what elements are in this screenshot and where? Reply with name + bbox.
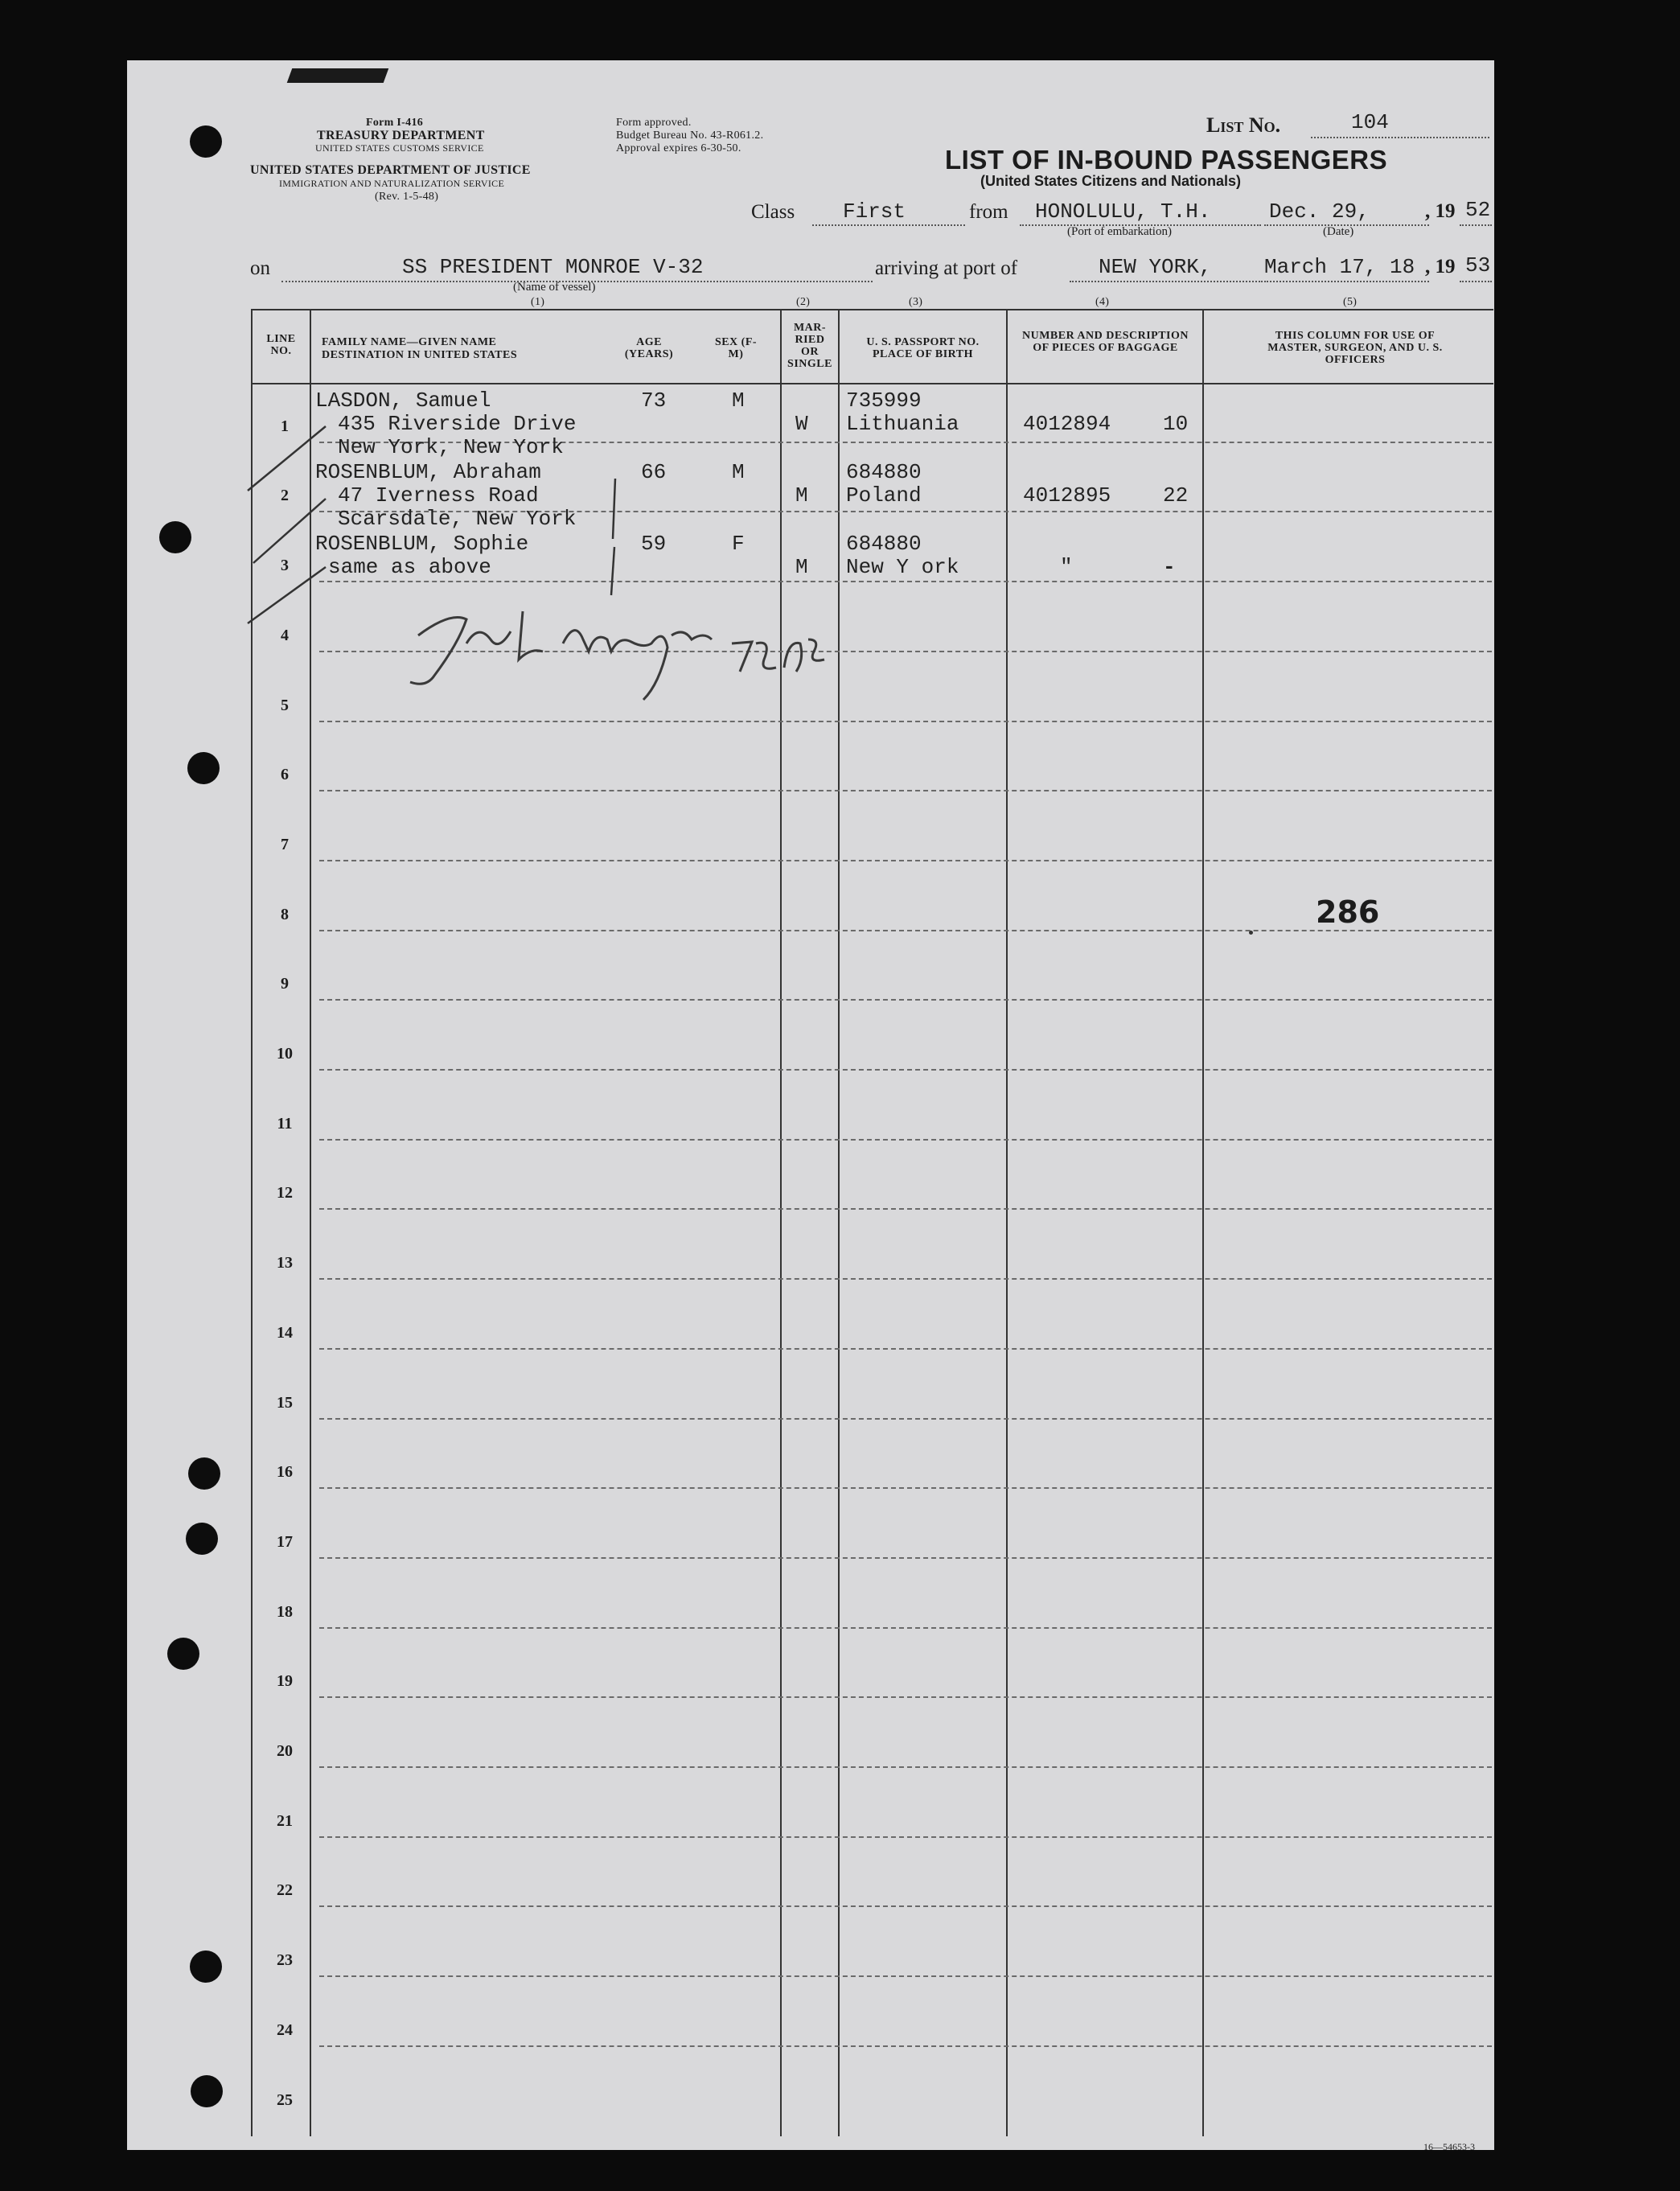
table-row-line <box>319 1766 1492 1768</box>
header-married: MAR-RIED OR SINGLE <box>787 322 832 370</box>
line-number: 8 <box>281 906 289 923</box>
header-baggage: NUMBER AND DESCRIPTION OF PIECES OF BAGGAGE <box>1021 330 1189 354</box>
line-number: 2 <box>281 487 289 504</box>
table-row-line <box>319 1836 1492 1838</box>
punch-hole <box>191 2075 223 2107</box>
line-number: 25 <box>277 2091 293 2109</box>
col-num-4: (4) <box>1095 296 1110 308</box>
line-number: 24 <box>277 2021 293 2039</box>
table-row-line <box>319 1139 1492 1141</box>
table-row-line <box>319 1069 1492 1071</box>
col-rule-passport <box>838 309 840 2136</box>
line-number: 7 <box>281 836 289 853</box>
line-number: 12 <box>277 1184 293 1202</box>
header-destination: DESTINATION IN UNITED STATES <box>322 349 518 361</box>
passenger-address: 435 Riverside Drive <box>338 412 577 436</box>
col-rule-officers <box>1202 309 1204 2136</box>
scan-mark <box>287 68 389 83</box>
col-num-2: (2) <box>796 296 811 308</box>
approval-expires: Approval expires 6-30-50. <box>616 142 741 154</box>
form-number: Form I-416 <box>366 117 424 129</box>
table-row-line <box>319 1278 1492 1280</box>
line-number: 18 <box>277 1603 293 1621</box>
passenger-birthplace: Poland <box>846 483 922 508</box>
line-number: 4 <box>281 627 289 644</box>
department-of-justice: UNITED STATES DEPARTMENT OF JUSTICE <box>250 163 531 177</box>
table-row-line <box>319 1696 1492 1698</box>
table-top-rule <box>251 309 1493 310</box>
header-name: FAMILY NAME—GIVEN NAME <box>322 336 497 348</box>
baggage-pieces: - <box>1163 555 1176 579</box>
table-row-line <box>319 2045 1492 2047</box>
col-num-3: (3) <box>909 296 923 308</box>
passenger-name: LASDON, Samuel <box>315 388 491 413</box>
line-number: 11 <box>277 1115 293 1132</box>
passenger-birthplace: Lithuania <box>846 412 959 436</box>
baggage-number: " <box>1060 555 1073 579</box>
punch-hole <box>167 1638 199 1670</box>
list-no-label: List No. <box>1206 113 1281 137</box>
line-number: 3 <box>281 557 289 574</box>
revision: (Rev. 1-5-48) <box>375 191 439 203</box>
passenger-marital: M <box>795 555 808 579</box>
passenger-birthplace: New Y ork <box>846 555 959 579</box>
punch-hole <box>159 521 191 553</box>
passenger-age: 59 <box>641 532 667 556</box>
embark-date: Dec. 29, <box>1269 199 1370 224</box>
arrival-port: NEW YORK, <box>1099 255 1212 279</box>
punch-hole <box>190 1951 222 1983</box>
stamp-dot <box>1249 931 1253 935</box>
table-row-line <box>319 790 1492 791</box>
line-number: 15 <box>277 1394 293 1412</box>
on-label: on <box>250 257 270 279</box>
line-number: 13 <box>277 1254 293 1272</box>
punch-hole <box>186 1523 218 1555</box>
header-officers: THIS COLUMN FOR USE OF MASTER, SURGEON, AND U. S. OFFICERS <box>1267 330 1443 366</box>
header-passport: U. S. PASSPORT NO. PLACE OF BIRTH <box>866 336 980 360</box>
embark-caption: (Port of embarkation) <box>1067 225 1172 238</box>
embark-year: 52 <box>1465 198 1491 222</box>
passenger-passport: 735999 <box>846 388 922 413</box>
line-number: 21 <box>277 1812 293 1830</box>
customs-service: UNITED STATES CUSTOMS SERVICE <box>315 142 484 154</box>
passenger-address: same as above <box>328 555 491 579</box>
arrival-date: March 17, 18 <box>1264 255 1415 279</box>
passenger-name: ROSENBLUM, Abraham <box>315 460 541 484</box>
embark-date-caption: (Date) <box>1323 225 1354 238</box>
punch-hole <box>187 752 220 784</box>
col-num-5: (5) <box>1343 296 1358 308</box>
list-no-line <box>1311 137 1489 138</box>
stamp-number: 286 <box>1316 894 1380 930</box>
class-value: First <box>843 199 906 224</box>
embark-year-prefix: , 19 <box>1425 200 1456 222</box>
passenger-sex: F <box>732 532 745 556</box>
passenger-sex: M <box>732 388 745 413</box>
line-number: 20 <box>277 1742 293 1760</box>
line-number: 6 <box>281 766 289 783</box>
line-number: 16 <box>277 1463 293 1481</box>
table-row-line <box>319 1905 1492 1907</box>
vessel-name: SS PRESIDENT MONROE V-32 <box>402 255 704 279</box>
table-row-line <box>319 999 1492 1001</box>
punch-hole <box>190 125 222 158</box>
form-approved: Form approved. <box>616 117 692 129</box>
treasury-department: TREASURY DEPARTMENT <box>317 129 485 142</box>
list-no-value: 104 <box>1351 110 1389 134</box>
table-row-line <box>319 860 1492 861</box>
line-number: 22 <box>277 1881 293 1899</box>
budget-bureau: Budget Bureau No. 43-R061.2. <box>616 129 764 142</box>
passenger-marital: M <box>795 483 808 508</box>
header-line-no: LINE NO. <box>266 333 296 357</box>
passenger-address: New York, New York <box>338 435 564 459</box>
class-line <box>812 224 965 226</box>
arrival-port-line <box>1070 281 1263 282</box>
port-of-embarkation: HONOLULU, T.H. <box>1035 199 1211 224</box>
passenger-sex: M <box>732 460 745 484</box>
passenger-marital: W <box>795 412 808 436</box>
class-label: Class <box>751 201 795 223</box>
table-row-line <box>319 1418 1492 1420</box>
table-row-line <box>319 721 1492 722</box>
col-num-1: (1) <box>531 296 545 308</box>
table-row-line <box>319 1627 1492 1629</box>
line-number: 10 <box>277 1045 293 1063</box>
embark-year-line <box>1460 224 1492 226</box>
table-row-line <box>319 1975 1492 1977</box>
line-number: 14 <box>277 1324 293 1342</box>
passenger-address: 47 Iverness Road <box>338 483 539 508</box>
arrival-year: 53 <box>1465 253 1491 277</box>
baggage-number: 4012894 <box>1023 412 1111 436</box>
baggage-pieces: 22 <box>1163 483 1189 508</box>
arrival-year-line <box>1460 281 1492 282</box>
arrival-year-prefix: , 19 <box>1425 256 1456 277</box>
header-age: AGE (YEARS) <box>624 336 674 360</box>
from-label: from <box>969 201 1008 223</box>
col-rule-married <box>780 309 782 2136</box>
table-row-line <box>319 1557 1492 1559</box>
passenger-address: Scarsdale, New York <box>338 507 577 531</box>
line-number: 23 <box>277 1951 293 1969</box>
table-row-line <box>319 1208 1492 1210</box>
line-number: 19 <box>277 1672 293 1690</box>
table-row-line <box>319 930 1492 931</box>
punch-hole <box>188 1457 220 1490</box>
page-title: LIST OF IN-BOUND PASSENGERS <box>945 145 1388 175</box>
header-sex: SEX (F-M) <box>714 336 758 360</box>
passenger-age: 73 <box>641 388 667 413</box>
page-subtitle: (United States Citizens and Nationals) <box>980 173 1242 189</box>
line-number: 1 <box>281 417 289 435</box>
arriving-label: arriving at port of <box>875 257 1018 279</box>
line-number: 9 <box>281 975 289 993</box>
form-code: 16—54653-3 <box>1423 2141 1475 2152</box>
table-row-line <box>319 1487 1492 1489</box>
col-rule-baggage <box>1006 309 1008 2136</box>
vessel-caption: (Name of vessel) <box>513 281 596 294</box>
table-row-line <box>319 1348 1492 1350</box>
line-number: 17 <box>277 1533 293 1551</box>
handwritten-signature <box>402 595 852 716</box>
passenger-passport: 684880 <box>846 460 922 484</box>
passenger-age: 66 <box>641 460 667 484</box>
baggage-number: 4012895 <box>1023 483 1111 508</box>
arrival-date-line <box>1264 281 1429 282</box>
passenger-name: ROSENBLUM, Sophie <box>315 532 529 556</box>
ins-service: IMMIGRATION AND NATURALIZATION SERVICE <box>279 178 505 189</box>
baggage-pieces: 10 <box>1163 412 1189 436</box>
line-number: 5 <box>281 697 289 714</box>
passenger-passport: 684880 <box>846 532 922 556</box>
